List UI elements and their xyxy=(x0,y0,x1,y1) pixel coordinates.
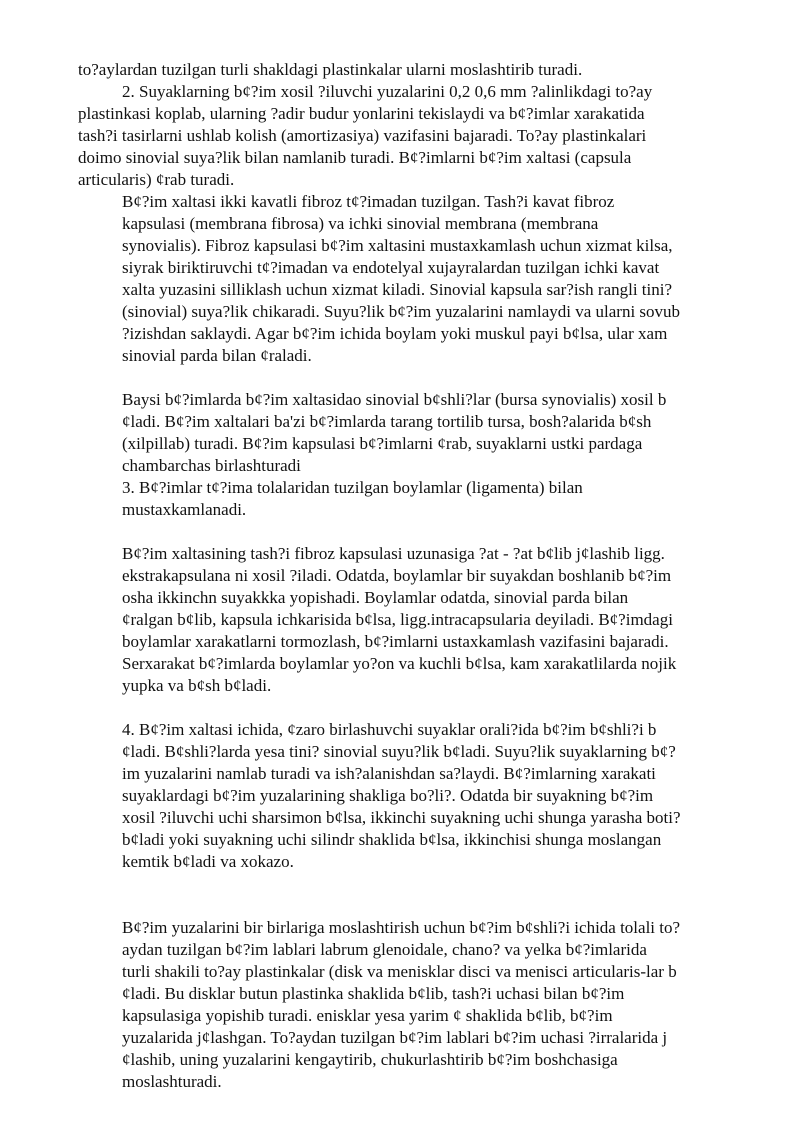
text-line: mustaxkamlanadi. xyxy=(122,500,247,519)
text-line: xalta yuzasini silliklash uchun xizmat kiladi. Sinovial kapsula sar?ish rangli tini? xyxy=(122,280,673,299)
paragraph-3 xyxy=(122,389,666,521)
paragraph-5 xyxy=(122,719,681,873)
text-line: Serxarakat b¢?imlarda boylamlar yo?on va kuchli b¢lsa, kam xarakatlilarda nojik xyxy=(122,654,677,673)
text-line: tash?i tasirlarni ushlab kolish (amortizasiya) vazifasini bajaradi. To?ay plastinkalari xyxy=(78,126,647,145)
text-line: yupka va b¢sh b¢ladi. xyxy=(122,676,272,695)
text-line: moslashturadi. xyxy=(122,1072,222,1091)
paragraph-1 xyxy=(78,59,652,191)
text-line: ¢ladi. B¢?im xaltalari ba'zi b¢?imlarda tarang tortilib tursa, bosh?alarida b¢sh xyxy=(122,412,652,431)
text-line: (xilpillab) turadi. B¢?im kapsulasi b¢?imlarni ¢rab, suyaklarni ustki pardaga xyxy=(122,434,643,453)
text-line: kemtik b¢ladi va xokazo. xyxy=(122,852,294,871)
paragraph-6 xyxy=(122,917,680,1093)
text-line: B¢?im xaltasining tash?i fibroz kapsulasi uzunasiga ?at - ?at b¢lib j¢lashib ligg. xyxy=(122,544,665,563)
text-line: ¢ralgan b¢lib, kapsula ichkarisida b¢lsa, ligg.intracapsularia deyiladi. B¢?imdagi xyxy=(122,610,673,629)
text-line: xosil ?iluvchi uchi sharsimon b¢lsa, ikkinchi suyakning uchi shunga yarasha boti? xyxy=(122,808,681,827)
text-line: osha ikkinchn suyakkka yopishadi. Boylamlar odatda, sinovial parda bilan xyxy=(122,588,629,607)
text-line: synovialis). Fibroz kapsulasi b¢?im xaltasini mustaxkamlash uchun xizmat kilsa, xyxy=(122,236,673,255)
text-line: ¢ladi. Bu disklar butun plastinka shaklida b¢lib, tash?i uchasi bilan b¢?im xyxy=(122,984,625,1003)
paragraph-4 xyxy=(122,543,676,697)
text-line: doimo sinovial suya?lik bilan namlanib turadi. B¢?imlarni b¢?im xaltasi (capsula xyxy=(78,148,632,167)
text-line: to?aylardan tuzilgan turli shakldagi plastinkalar ularni moslashtirib turadi. xyxy=(78,60,583,79)
text-line: 2. Suyaklarning b¢?im xosil ?iluvchi yuzalarini 0,2 0,6 mm ?alinlikdagi to?ay xyxy=(122,82,653,101)
text-line: suyaklardagi b¢?im yuzalarining shakliga bo?li?. Odatda bir suyakning b¢?im xyxy=(122,786,654,805)
text-line: ¢lashib, uning yuzalarini kengaytirib, chukurlashtirib b¢?im boshchasiga xyxy=(122,1050,618,1069)
text-line: kapsulasiga yopishib turadi. enisklar yesa yarim ¢ shaklida b¢lib, b¢?im xyxy=(122,1006,613,1025)
text-line: turli shakili to?ay plastinkalar (disk va menisklar disci va menisci articularis-lar b xyxy=(122,962,677,981)
text-line: siyrak biriktiruvchi t¢?imadan va endotelyal xujayralardan tuzilgan ichki kavat xyxy=(122,258,660,277)
text-line: articularis) ¢rab turadi. xyxy=(78,170,235,189)
text-line: 3. B¢?imlar t¢?ima tolalaridan tuzilgan boylamlar (ligamenta) bilan xyxy=(122,478,583,497)
text-line: aydan tuzilgan b¢?im lablari labrum glenoidale, chano? va yelka b¢?imlarida xyxy=(122,940,647,959)
text-line: sinovial parda bilan ¢raladi. xyxy=(122,346,312,365)
text-line: (sinovial) suya?lik chikaradi. Suyu?lik b¢?im yuzalarini namlaydi va ularni sovub xyxy=(122,302,681,321)
text-line: b¢ladi yoki suyakning uchi silindr shaklida b¢lsa, ikkinchisi shunga moslangan xyxy=(122,830,662,849)
text-line: ekstrakapsulana ni xosil ?iladi. Odatda, boylamlar bir suyakdan boshlanib b¢?im xyxy=(122,566,672,585)
text-line: chambarchas birlashturadi xyxy=(122,456,301,475)
text-line: boylamlar xarakatlarni tormozlash, b¢?imlarni ustaxkamlash vazifasini bajaradi. xyxy=(122,632,669,651)
text-line: plastinkasi koplab, ularning ?adir budur yonlarini tekislaydi va b¢?imlar xarakatida xyxy=(78,104,645,123)
text-line: B¢?im yuzalarini bir birlariga moslashtirish uchun b¢?im b¢shli?i ichida tolali to? xyxy=(122,918,681,937)
text-line: Baysi b¢?imlarda b¢?im xaltasidao sinovial b¢shli?lar (bursa synovialis) xosil b xyxy=(122,390,667,409)
text-line: yuzalarida j¢lashgan. To?aydan tuzilgan b¢?im lablari b¢?im uchasi ?irralarida j xyxy=(122,1028,668,1047)
paragraph-2 xyxy=(122,191,680,367)
text-line: B¢?im xaltasi ikki kavatli fibroz t¢?imadan tuzilgan. Tash?i kavat fibroz xyxy=(122,192,615,211)
text-line: ?izishdan saklaydi. Agar b¢?im ichida boylam yoki muskul payi b¢lsa, ular xam xyxy=(122,324,668,343)
text-line: ¢ladi. B¢shli?larda yesa tini? sinovial suyu?lik b¢ladi. Suyu?lik suyaklarning b¢? xyxy=(122,742,676,761)
text-line: kapsulasi (membrana fibrosa) va ichki sinovial membrana (membrana xyxy=(122,214,599,233)
text-line: 4. B¢?im xaltasi ichida, ¢zaro birlashuvchi suyaklar orali?ida b¢?im b¢shli?i b xyxy=(122,720,657,739)
text-line: im yuzalarini namlab turadi va ish?alanishdan sa?laydi. B¢?imlarning xarakati xyxy=(122,764,656,783)
